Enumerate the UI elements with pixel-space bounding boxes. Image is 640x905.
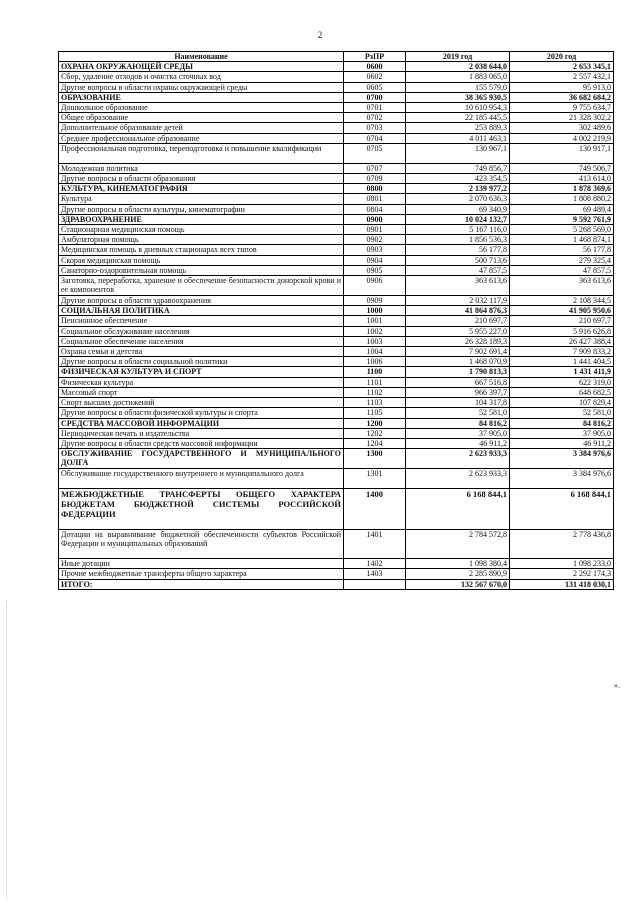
row-value-2019: 10 024 132,7 (406, 214, 510, 224)
row-name: Спорт высших достижений (59, 398, 344, 408)
table-row (59, 296, 614, 306)
row-name: Другие вопросы в области здравоохранения (59, 296, 344, 306)
row-value-2019: 4 011 463,1 (406, 133, 510, 143)
row-value-2019: 1 883 065,0 (406, 72, 510, 82)
row-value-2019: 47 857,5 (406, 265, 510, 275)
row-value-2020: 41 905 950,6 (510, 306, 614, 316)
row-code: 1006 (344, 357, 406, 367)
row-value-2020: 7 909 833,2 (510, 347, 614, 357)
row-code: 0902 (344, 235, 406, 245)
row-value-2019: 500 713,6 (406, 255, 510, 265)
row-code: 1103 (344, 398, 406, 408)
table-row (59, 123, 614, 133)
row-code: 0904 (344, 255, 406, 265)
row-name: Дотации на выравнивание бюджетной обеспеченности субъектов Российской Федерации и муниципальных образований (59, 530, 344, 559)
row-value-2019: 37 905,0 (406, 428, 510, 438)
row-value-2020: 1 468 874,1 (510, 235, 614, 245)
row-value-2019: 6 168 844,1 (406, 489, 510, 530)
row-value-2019: 2 070 636,3 (406, 194, 510, 204)
row-code: 0801 (344, 194, 406, 204)
row-name: Физическая культура (59, 377, 344, 387)
row-name: Дошкольное образование (59, 103, 344, 113)
table-body (59, 62, 614, 590)
row-value-2019: 26 328 189,3 (406, 336, 510, 346)
row-value-2019: 2 623 933,3 (406, 469, 510, 489)
row-value-2019: 7 902 691,4 (406, 347, 510, 357)
table-header (59, 52, 614, 62)
row-name: Среднее профессиональное образование (59, 133, 344, 143)
row-name: Социальное обслуживание населения (59, 326, 344, 336)
budget-table (58, 51, 614, 590)
row-value-2020: 2 292 174,3 (510, 569, 614, 579)
table-row (59, 530, 614, 559)
table-row (59, 469, 614, 489)
row-value-2020: 2 557 432,1 (510, 72, 614, 82)
row-code: 0804 (344, 204, 406, 214)
table-section-row (59, 367, 614, 377)
row-value-2020: 4 002 219,9 (510, 133, 614, 143)
row-code: 1100 (344, 367, 406, 377)
table-row (59, 72, 614, 82)
row-code: 1101 (344, 377, 406, 387)
row-code: 0602 (344, 72, 406, 82)
row-value-2019: 38 365 930,5 (406, 92, 510, 102)
row-value-2019: 210 697,7 (406, 316, 510, 326)
row-value-2020: 622 319,0 (510, 377, 614, 387)
table-row (59, 133, 614, 143)
row-value-2019: 10 610 954,3 (406, 103, 510, 113)
table-row (59, 113, 614, 123)
header-name: Наименование (59, 52, 344, 62)
table-row (59, 103, 614, 113)
row-name: Иные дотации (59, 559, 344, 569)
table-section-row (59, 449, 614, 469)
row-value-2020: 2 778 436,8 (510, 530, 614, 559)
row-code: 0900 (344, 214, 406, 224)
row-name: Обслуживание государственного внутреннего и муниципального долга (59, 469, 344, 489)
row-name: Медицинская помощь в дневных стационарах всех типов (59, 245, 344, 255)
row-code: 0600 (344, 62, 406, 72)
row-value-2019: 2 139 977,2 (406, 184, 510, 194)
row-name: Пенсионное обеспечение (59, 316, 344, 326)
row-code: 0705 (344, 143, 406, 163)
row-value-2019: 1 856 536,3 (406, 235, 510, 245)
row-code: 1105 (344, 408, 406, 418)
row-code: 1401 (344, 530, 406, 559)
table-row (59, 347, 614, 357)
row-code: 0700 (344, 92, 406, 102)
row-code: 0906 (344, 276, 406, 296)
row-code: 1102 (344, 387, 406, 397)
row-code: 0707 (344, 163, 406, 173)
row-name: Другие вопросы в области образования (59, 174, 344, 184)
trailing-mark: ». (614, 681, 620, 690)
row-name: Другие вопросы в области социальной политики (59, 357, 344, 367)
row-value-2020: 648 682,5 (510, 387, 614, 397)
row-name: Охрана семьи и детства (59, 347, 344, 357)
row-name: Профессиональная подготовка, переподготовка и повышение квалификации (59, 143, 344, 163)
row-value-2020: 46 911,2 (510, 438, 614, 448)
row-value-2019: 84 816,2 (406, 418, 510, 428)
row-name: Общее образование (59, 113, 344, 123)
table-row (59, 143, 614, 163)
row-value-2019: 130 967,1 (406, 143, 510, 163)
row-code: 1402 (344, 559, 406, 569)
row-name: ОБРАЗОВАНИЕ (59, 92, 344, 102)
table-row (59, 398, 614, 408)
table-section-row (59, 62, 614, 72)
row-value-2019: 423 354,5 (406, 174, 510, 184)
row-value-2019: 41 864 876,3 (406, 306, 510, 316)
row-value-2020: 363 613,6 (510, 276, 614, 296)
row-code: 0703 (344, 123, 406, 133)
row-value-2020: 279 325,4 (510, 255, 614, 265)
row-value-2019: 5 167 116,0 (406, 225, 510, 235)
row-value-2019: 2 784 572,8 (406, 530, 510, 559)
row-code: 1003 (344, 336, 406, 346)
header-2019: 2019 год (406, 52, 510, 62)
row-value-2019: 1 790 813,3 (406, 367, 510, 377)
row-code: 1202 (344, 428, 406, 438)
scan-margin-dots (6, 600, 9, 900)
row-value-2019: 22 185 445,5 (406, 113, 510, 123)
table-row (59, 428, 614, 438)
table-section-row (59, 184, 614, 194)
header-code: РзПР (344, 52, 406, 62)
table-row (59, 276, 614, 296)
row-name: КУЛЬТУРА, КИНЕМАТОГРАФИЯ (59, 184, 344, 194)
table-row (59, 204, 614, 214)
row-value-2019: 749 856,7 (406, 163, 510, 173)
row-value-2020: 5 268 569,0 (510, 225, 614, 235)
row-code: 0709 (344, 174, 406, 184)
row-name: Другие вопросы в области средств массовой информации (59, 438, 344, 448)
table-row (59, 235, 614, 245)
table-row (59, 255, 614, 265)
row-value-2020: 21 328 302,2 (510, 113, 614, 123)
table-row (59, 377, 614, 387)
row-value-2020: 1 878 369,6 (510, 184, 614, 194)
page-number: 2 (317, 30, 323, 40)
row-value-2020: 95 913,0 (510, 82, 614, 92)
row-value-2020: 1 098 233,0 (510, 559, 614, 569)
row-name: Дополнительное образование детей (59, 123, 344, 133)
row-value-2019: 52 581,0 (406, 408, 510, 418)
row-code: 1000 (344, 306, 406, 316)
row-code: 1301 (344, 469, 406, 489)
table-row (59, 316, 614, 326)
row-value-2020: 1 808 880,2 (510, 194, 614, 204)
table-section-row (59, 306, 614, 316)
row-code: 1400 (344, 489, 406, 530)
row-code: 0905 (344, 265, 406, 275)
row-value-2019: 253 889,3 (406, 123, 510, 133)
table-row (59, 569, 614, 579)
row-value-2020: 1 441 404,5 (510, 357, 614, 367)
row-name: Санаторно-оздоровительная помощь (59, 265, 344, 275)
row-name: ФИЗИЧЕСКАЯ КУЛЬТУРА И СПОРТ (59, 367, 344, 377)
row-name: ОХРАНА ОКРУЖАЮЩЕЙ СРЕДЫ (59, 62, 344, 72)
table-row (59, 326, 614, 336)
row-name: ИТОГО: (59, 579, 344, 589)
row-value-2019: 966 397,7 (406, 387, 510, 397)
row-value-2019: 2 032 117,9 (406, 296, 510, 306)
table-row (59, 163, 614, 173)
row-value-2019: 1 468 070,9 (406, 357, 510, 367)
row-value-2020: 131 418 030,1 (510, 579, 614, 589)
row-code: 0903 (344, 245, 406, 255)
row-code: 0901 (344, 225, 406, 235)
row-code: 1403 (344, 569, 406, 579)
row-value-2019: 363 613,6 (406, 276, 510, 296)
row-name: Культура (59, 194, 344, 204)
table-section-row (59, 214, 614, 224)
table-row (59, 225, 614, 235)
table-row (59, 408, 614, 418)
row-value-2020: 2 653 345,1 (510, 62, 614, 72)
row-value-2020: 84 816,2 (510, 418, 614, 428)
row-name: Массовый спорт (59, 387, 344, 397)
row-name: СРЕДСТВА МАССОВОЙ ИНФОРМАЦИИ (59, 418, 344, 428)
table-row (59, 438, 614, 448)
row-code: 1204 (344, 438, 406, 448)
row-code: 1002 (344, 326, 406, 336)
row-value-2020: 1 431 411,9 (510, 367, 614, 377)
row-name: Скорая медицинская помощь (59, 255, 344, 265)
row-value-2019: 46 911,2 (406, 438, 510, 448)
row-value-2020: 69 489,4 (510, 204, 614, 214)
row-name: МЕЖБЮДЖЕТНЫЕ ТРАНСФЕРТЫ ОБЩЕГО ХАРАКТЕРА БЮДЖЕТАМ БЮДЖЕТНОЙ СИСТЕМЫ РОССИЙСКОЙ ФЕДЕРАЦИИ (59, 489, 344, 530)
row-code: 1200 (344, 418, 406, 428)
row-name: Стационарная медицинская помощь (59, 225, 344, 235)
table-row (59, 559, 614, 569)
row-value-2020: 26 427 388,4 (510, 336, 614, 346)
row-value-2019: 667 516,8 (406, 377, 510, 387)
table-row (59, 194, 614, 204)
row-value-2019: 2 285 890,9 (406, 569, 510, 579)
row-value-2020: 3 384 976,6 (510, 469, 614, 489)
row-value-2019: 2 623 933,3 (406, 449, 510, 469)
row-value-2020: 413 614,0 (510, 174, 614, 184)
row-name: Заготовка, переработка, хранение и обеспечение безопасности донорской крови и ее компонентов (59, 276, 344, 296)
table-row (59, 245, 614, 255)
row-name: СОЦИАЛЬНАЯ ПОЛИТИКА (59, 306, 344, 316)
row-value-2020: 37 905,0 (510, 428, 614, 438)
header-2020: 2020 год (510, 52, 614, 62)
row-value-2020: 9 755 634,7 (510, 103, 614, 113)
row-code (344, 579, 406, 589)
table-row (59, 357, 614, 367)
row-name: Другие вопросы в области охраны окружающей среды (59, 82, 344, 92)
table-section-row (59, 579, 614, 589)
table-row (59, 387, 614, 397)
row-value-2019: 5 955 227,0 (406, 326, 510, 336)
row-value-2020: 6 168 844,1 (510, 489, 614, 530)
row-value-2020: 130 917,1 (510, 143, 614, 163)
table-row (59, 336, 614, 346)
row-value-2020: 2 108 344,5 (510, 296, 614, 306)
row-value-2019: 69 340,9 (406, 204, 510, 214)
row-value-2019: 1 098 380,4 (406, 559, 510, 569)
row-name: Другие вопросы в области культуры, кинематографии (59, 204, 344, 214)
row-code: 1004 (344, 347, 406, 357)
row-code: 1001 (344, 316, 406, 326)
row-value-2019: 132 567 670,0 (406, 579, 510, 589)
row-value-2020: 36 682 684,2 (510, 92, 614, 102)
row-name: Молодежная политика (59, 163, 344, 173)
row-name: Другие вопросы в области физической культуры и спорта (59, 408, 344, 418)
row-name: Периодическая печать и издательства (59, 428, 344, 438)
row-value-2020: 47 857,5 (510, 265, 614, 275)
table-section-row (59, 418, 614, 428)
table-row (59, 265, 614, 275)
table-section-row (59, 92, 614, 102)
row-value-2020: 210 697,7 (510, 316, 614, 326)
row-code: 0909 (344, 296, 406, 306)
row-value-2020: 3 384 976,6 (510, 449, 614, 469)
row-name: Прочие межбюджетные трансферты общего характера (59, 569, 344, 579)
table-section-row (59, 489, 614, 530)
row-value-2019: 2 038 644,0 (406, 62, 510, 72)
row-value-2020: 56 177,8 (510, 245, 614, 255)
row-name: ЗДРАВООХРАНЕНИЕ (59, 214, 344, 224)
table-row (59, 82, 614, 92)
row-code: 0605 (344, 82, 406, 92)
table-row (59, 174, 614, 184)
row-value-2020: 107 829,4 (510, 398, 614, 408)
row-code: 0701 (344, 103, 406, 113)
row-value-2019: 56 177,8 (406, 245, 510, 255)
row-value-2020: 302 489,6 (510, 123, 614, 133)
row-value-2020: 5 916 626,8 (510, 326, 614, 336)
row-value-2019: 104 317,8 (406, 398, 510, 408)
row-value-2019: 155 579,0 (406, 82, 510, 92)
row-code: 0702 (344, 113, 406, 123)
row-name: Сбор, удаление отходов и очистка сточных вод (59, 72, 344, 82)
row-code: 0800 (344, 184, 406, 194)
row-code: 0704 (344, 133, 406, 143)
row-value-2020: 749 506,7 (510, 163, 614, 173)
row-code: 1300 (344, 449, 406, 469)
row-name: ОБСЛУЖИВАНИЕ ГОСУДАРСТВЕННОГО И МУНИЦИПАЛЬНОГО ДОЛГА (59, 449, 344, 469)
row-name: Социальное обеспечение населения (59, 336, 344, 346)
row-value-2020: 52 581,0 (510, 408, 614, 418)
row-value-2020: 9 592 761,9 (510, 214, 614, 224)
row-name: Амбулаторная помощь (59, 235, 344, 245)
